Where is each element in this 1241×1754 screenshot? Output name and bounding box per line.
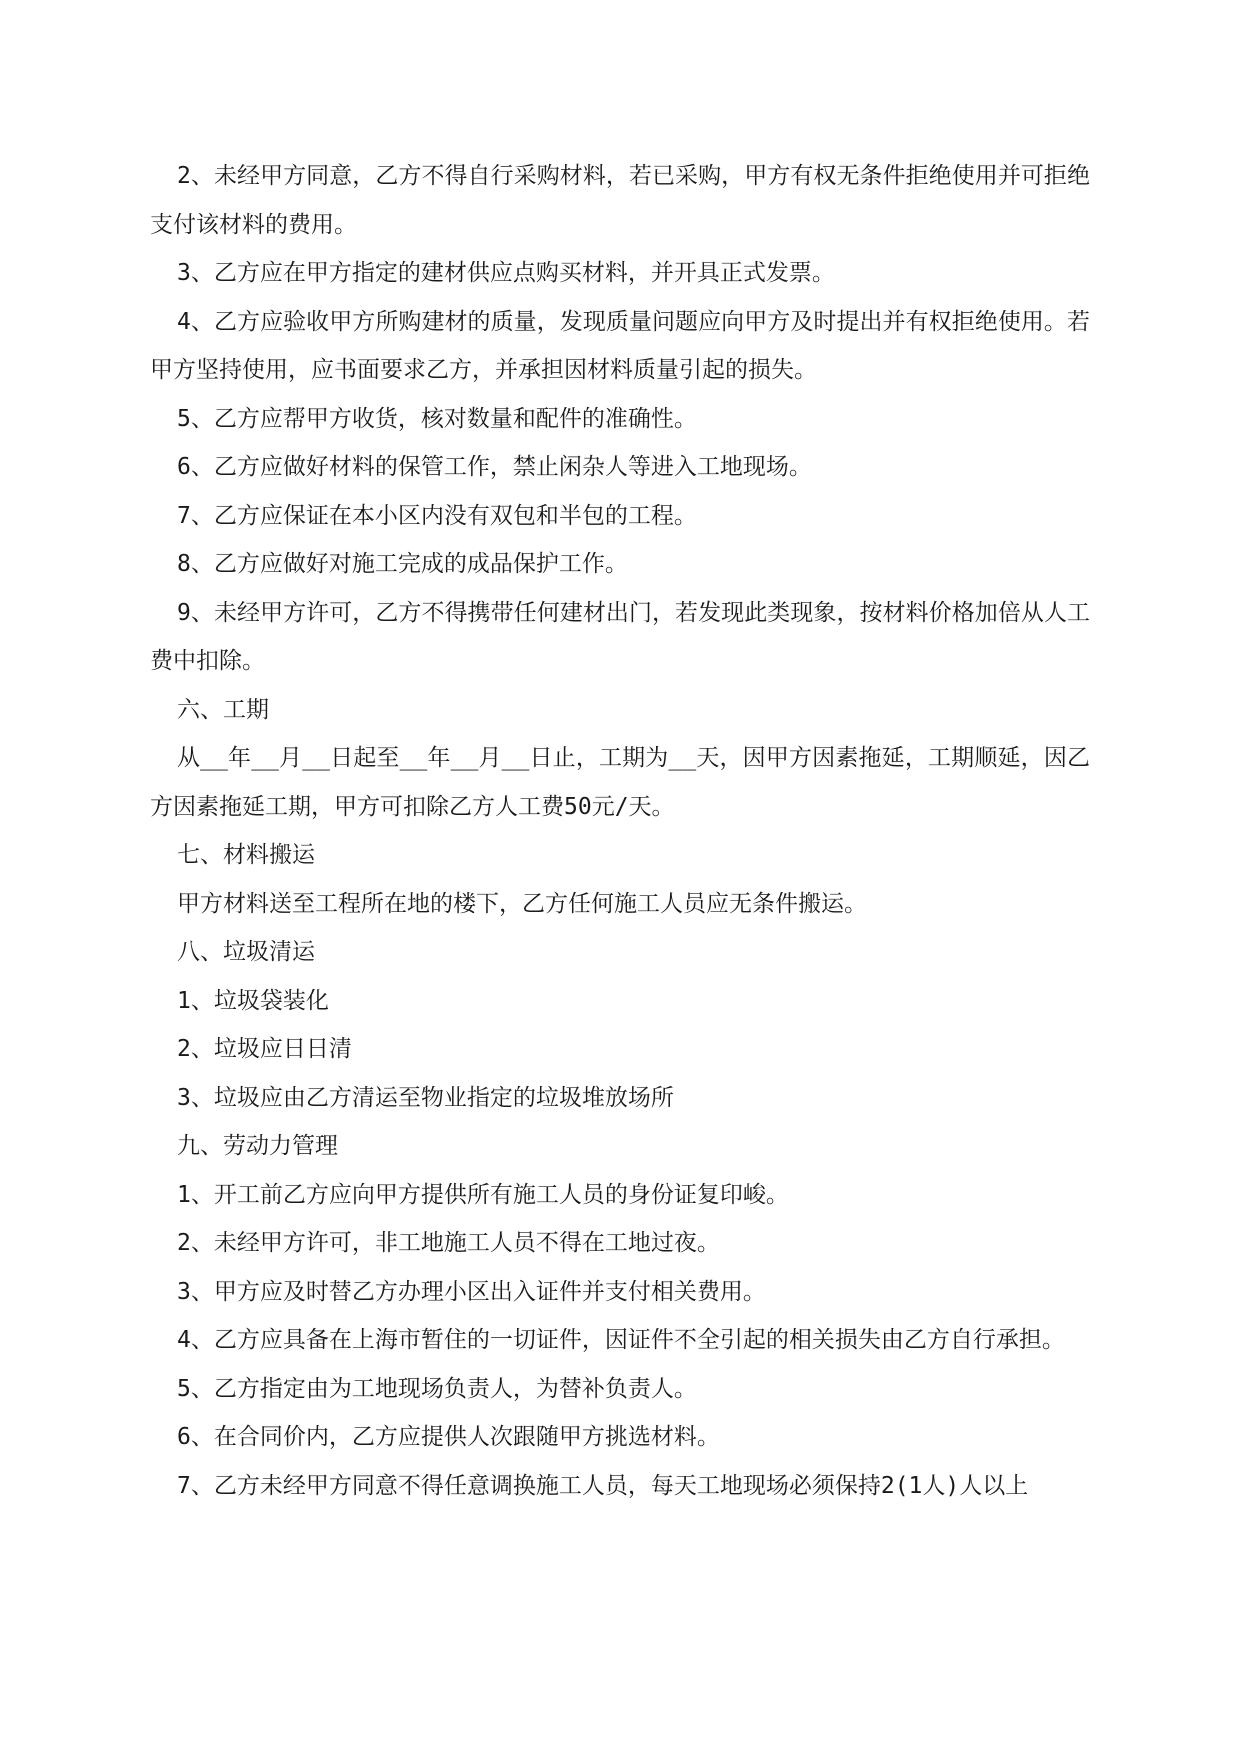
clause-paragraph: 2、未经甲方同意，乙方不得自行采购材料，若已采购，甲方有权无条件拒绝使用并可拒绝支付该材料的费用。	[150, 163, 1090, 238]
clause-paragraph: 5、乙方应帮甲方收货，核对数量和配件的准确性。	[177, 405, 697, 432]
clause-paragraph: 1、开工前乙方应向甲方提供所有施工人员的身份证复印峻。	[177, 1181, 789, 1208]
clause-paragraph: 7、乙方应保证在本小区内没有双包和半包的工程。	[177, 502, 697, 529]
clause-paragraph: 3、垃圾应由乙方清运至物业指定的垃圾堆放场所	[177, 1084, 674, 1111]
clause-paragraph: 5、乙方指定由为工地现场负责人，为替补负责人。	[177, 1375, 697, 1402]
clause-paragraph: 2、垃圾应日日清	[177, 1036, 352, 1062]
clause-paragraph: 6、在合同价内，乙方应提供人次跟随甲方挑选材料。	[177, 1424, 720, 1450]
clause-paragraph: 1、垃圾袋装化	[177, 987, 329, 1014]
clause-paragraph: 4、乙方应具备在上海市暂住的一切证件，因证件不全引起的相关损失由乙方自行承担。	[177, 1327, 1065, 1353]
clause-paragraph: 4、乙方应验收甲方所购建材的质量，发现质量问题应向甲方及时提出并有权拒绝使用。若甲方坚持使用，应书面要求乙方，并承担因材料质量引起的损失。	[150, 308, 1090, 383]
clause-paragraph: 3、乙方应在甲方指定的建材供应点购买材料，并开具正式发票。	[177, 260, 835, 286]
clause-paragraph: 7、乙方未经甲方同意不得任意调换施工人员，每天工地现场必须保持2(1人)人以上	[177, 1472, 1029, 1499]
clause-paragraph: 甲方材料送至工程所在地的楼下，乙方任何施工人员应无条件搬运。	[177, 890, 867, 917]
clause-paragraph: 2、未经甲方许可，非工地施工人员不得在工地过夜。	[177, 1230, 720, 1256]
document-body	[150, 152, 1090, 1510]
section-heading: 七、材料搬运	[177, 842, 315, 868]
clause-paragraph: 8、乙方应做好对施工完成的成品保护工作。	[177, 551, 628, 577]
clause-paragraph: 从__年__月__日起至__年__月__日止，工期为__天，因甲方因素拖延，工期顺延，因乙方因素拖延工期，甲方可扣除乙方人工费50元/天。	[150, 745, 1090, 820]
clause-paragraph: 6、乙方应做好材料的保管工作，禁止闲杂人等进入工地现场。	[177, 454, 812, 480]
clause-paragraph: 9、未经甲方许可，乙方不得携带任何建材出门，若发现此类现象，按材料价格加倍从人工费中扣除。	[150, 599, 1090, 674]
section-heading: 八、垃圾清运	[177, 939, 315, 965]
clause-paragraph: 3、甲方应及时替乙方办理小区出入证件并支付相关费用。	[177, 1278, 766, 1305]
section-heading: 六、工期	[177, 696, 269, 723]
section-heading: 九、劳动力管理	[177, 1133, 338, 1159]
